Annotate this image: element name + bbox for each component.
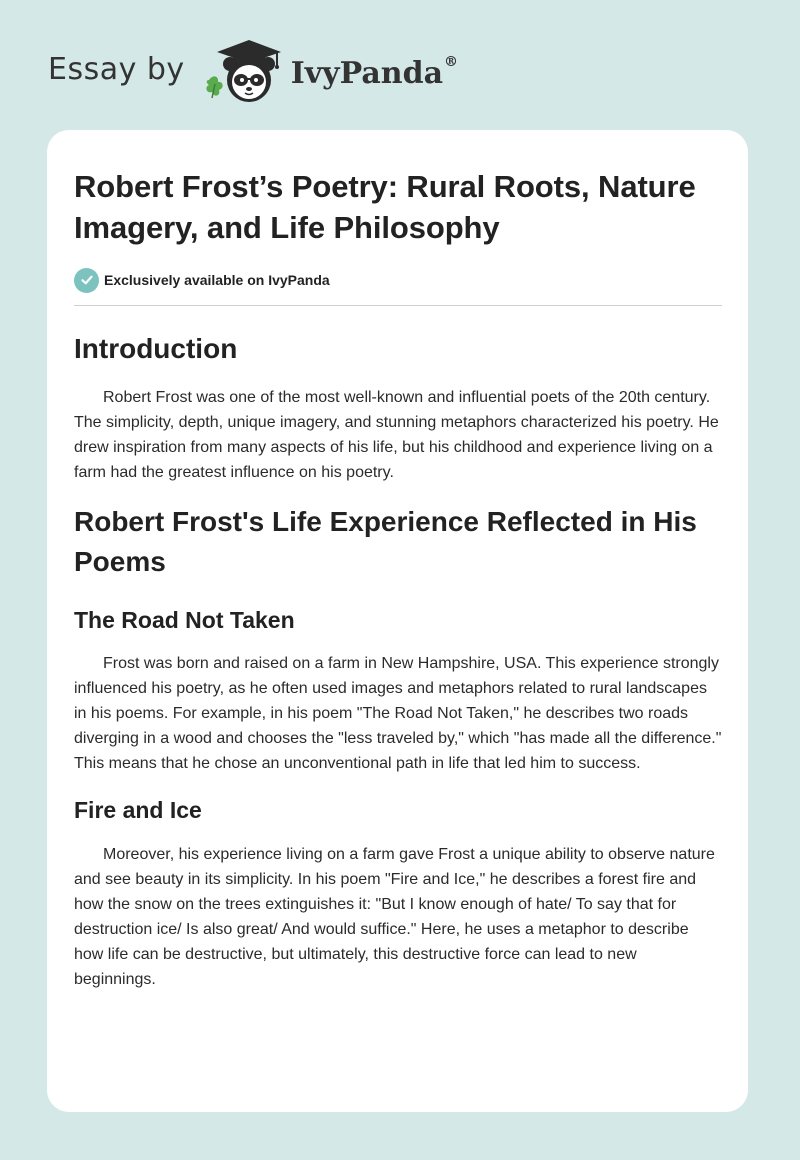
check-icon	[74, 268, 99, 293]
exclusive-badge	[74, 266, 722, 294]
road-not-taken-paragraph: Frost was born and raised on a farm in New Hampshire, USA. This experience strongly influenced his poetry, as he often used images and metaphors related to rural landscapes in his poems. For example, in his poem "The Road Not Taken," he describes two roads diverging in a wood and chooses the "less traveled by," which "has made all the difference." This means that he chose an unconventional path in life that led him to success.	[74, 655, 722, 772]
essay-card	[47, 130, 748, 1112]
registered-mark: ®	[444, 53, 459, 70]
brand-text: IvyPanda	[290, 55, 444, 91]
essay-by-label: Essay by	[48, 51, 185, 87]
subsection-heading-fire-and-ice: Fire and Ice	[74, 797, 202, 823]
introduction-paragraph: Robert Frost was one of the most well-known and influential poets of the 20th century. The simplicity, depth, unique imagery, and stunning metaphors characterized his poetry. He drew inspiration from many aspects of his life, but his childhood and experience living on a farm had the greatest influence on his poetry.	[74, 389, 719, 481]
subsection-heading-road-not-taken: The Road Not Taken	[74, 607, 295, 633]
brand-name[interactable]	[290, 53, 459, 91]
fire-and-ice-paragraph: Moreover, his experience living on a farm gave Frost a unique ability to observe nature and see beauty in its simplicity. In his poem "Fire and Ice," he describes a forest fire and how the snow on the trees extinguishes it: "But I know enough of hate/ To say that for destruction ice/ Is also great/ And would suffice." Here, he uses a metaphor to describe how life can be destructive, but ultimately, this destructive force can lead to new beginnings.	[74, 846, 715, 988]
essay-title: Robert Frost’s Poetry: Rural Roots, Nature Imagery, and Life Philosophy	[74, 169, 696, 245]
divider	[74, 305, 722, 306]
panda-graduate-logo-icon[interactable]	[203, 36, 283, 108]
badge-text: Exclusively available on IvyPanda	[104, 272, 330, 288]
section-heading-introduction: Introduction	[74, 333, 238, 364]
section-heading-life-experience: Robert Frost's Life Experience Reflected in His Poems	[74, 506, 697, 577]
site-header	[48, 34, 458, 110]
